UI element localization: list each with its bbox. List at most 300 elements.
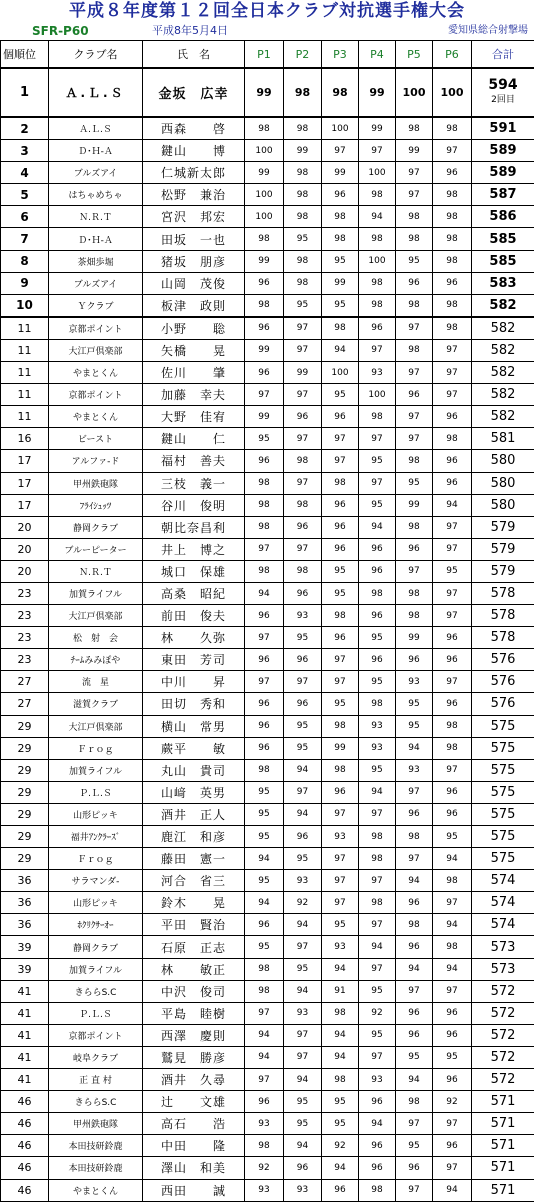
rank-cell: 11 (1, 406, 49, 428)
score-p6-cell: 98 (433, 206, 472, 228)
table-row (1, 362, 534, 384)
total-cell (472, 671, 534, 693)
total-cell (472, 737, 534, 759)
table-row (1, 250, 534, 272)
score-p4-cell: 100 (359, 162, 396, 184)
table-row (1, 715, 534, 737)
table-row (1, 605, 534, 627)
score-p5-cell: 96 (396, 803, 433, 825)
club-cell: 大江戸倶楽部 (49, 339, 143, 361)
club-cell: Ｆｒｏｇ (49, 848, 143, 870)
score-p6-cell: 100 (433, 68, 472, 117)
total-value: 575 (491, 741, 516, 756)
score-p6-cell: 97 (433, 140, 472, 162)
score-p4-cell: 95 (359, 1024, 396, 1046)
page-title: 平成８年度第１２回全日本クラブ対抗選手権大会 (0, 0, 534, 22)
score-p1-cell: 95 (245, 870, 284, 892)
score-p4-cell: 95 (359, 627, 396, 649)
score-p5-cell: 98 (396, 228, 433, 250)
total-value: 585 (489, 232, 516, 247)
rank-cell: 17 (1, 494, 49, 516)
score-p1-cell: 96 (245, 317, 284, 340)
shooter-name-cell: 辻 文雄 (143, 1091, 245, 1113)
rank-cell: 29 (1, 848, 49, 870)
total-value: 571 (491, 1094, 516, 1109)
club-cell: Ａ.Ｌ.Ｓ (49, 68, 143, 117)
club-cell: やまとくん (49, 406, 143, 428)
total-value: 582 (491, 321, 516, 336)
score-p4-cell: 92 (359, 1002, 396, 1024)
score-p2-cell: 92 (284, 892, 322, 914)
score-p4-cell: 95 (359, 450, 396, 472)
score-p2-cell: 96 (284, 649, 322, 671)
table-row (1, 759, 534, 781)
total-value: 583 (489, 276, 516, 291)
total-value: 580 (491, 476, 516, 491)
score-p2-cell: 94 (284, 980, 322, 1002)
rank-cell: 4 (1, 162, 49, 184)
score-p1-cell: 100 (245, 206, 284, 228)
club-cell: ブルーピーター (49, 538, 143, 560)
score-p5-cell: 96 (396, 272, 433, 294)
score-p4-cell: 94 (359, 781, 396, 803)
event-venue: 愛知県総合射撃場 (448, 23, 528, 39)
total-note: 2回目 (472, 93, 534, 108)
table-row (1, 140, 534, 162)
score-p2-cell: 93 (284, 605, 322, 627)
total-cell (472, 605, 534, 627)
score-p3-cell: 93 (322, 826, 359, 848)
score-p6-cell: 96 (433, 450, 472, 472)
total-cell (472, 538, 534, 560)
score-p3-cell: 96 (322, 406, 359, 428)
score-p6-cell: 97 (433, 980, 472, 1002)
score-p4-cell: 98 (359, 848, 396, 870)
club-cell: ﾎｸﾘｸｻｰｵｰ (49, 914, 143, 936)
total-cell (472, 117, 534, 140)
score-p4-cell: 100 (359, 384, 396, 406)
score-p5-cell: 98 (396, 914, 433, 936)
score-p1-cell: 95 (245, 826, 284, 848)
total-cell (472, 317, 534, 340)
score-p4-cell: 97 (359, 914, 396, 936)
rank-cell: 6 (1, 206, 49, 228)
score-p5-cell: 95 (396, 1135, 433, 1157)
col-header-p5: P5 (396, 41, 433, 69)
total-value: 575 (491, 851, 516, 866)
rank-cell: 10 (1, 294, 49, 317)
score-p1-cell: 98 (245, 294, 284, 317)
score-p4-cell: 93 (359, 737, 396, 759)
score-p4-cell: 96 (359, 1091, 396, 1113)
shooter-name-cell: 松野 兼治 (143, 184, 245, 206)
rank-cell: 20 (1, 516, 49, 538)
score-p1-cell: 97 (245, 1069, 284, 1091)
score-p6-cell: 98 (433, 737, 472, 759)
score-p3-cell: 97 (322, 870, 359, 892)
score-p3-cell: 100 (322, 362, 359, 384)
total-value: 572 (491, 1006, 516, 1021)
score-p3-cell: 93 (322, 936, 359, 958)
score-p2-cell: 93 (284, 870, 322, 892)
club-cell: Ｄ･Ｈ-Ａ (49, 228, 143, 250)
rank-cell: 36 (1, 914, 49, 936)
score-p5-cell: 97 (396, 781, 433, 803)
shooter-name-cell: 三枝 義一 (143, 472, 245, 494)
shooter-name-cell: 中川 昇 (143, 671, 245, 693)
score-p5-cell: 99 (396, 494, 433, 516)
rank-cell: 46 (1, 1135, 49, 1157)
rank-cell: 7 (1, 228, 49, 250)
shooter-name-cell: 河合 省三 (143, 870, 245, 892)
rank-cell: 29 (1, 759, 49, 781)
shooter-name-cell: 蕨平 敏 (143, 737, 245, 759)
score-p4-cell: 98 (359, 272, 396, 294)
club-cell: 流 星 (49, 671, 143, 693)
shooter-name-cell: 板津 政則 (143, 294, 245, 317)
score-p2-cell: 97 (284, 428, 322, 450)
total-value: 578 (491, 630, 516, 645)
score-p6-cell: 96 (433, 627, 472, 649)
score-p3-cell: 96 (322, 538, 359, 560)
shooter-name-cell: 林 敏正 (143, 958, 245, 980)
club-cell: Ｎ.Ｒ.Ｔ (49, 206, 143, 228)
table-row (1, 1113, 534, 1135)
score-p3-cell: 99 (322, 737, 359, 759)
table-row (1, 1179, 534, 1201)
score-p5-cell: 97 (396, 1113, 433, 1135)
club-cell: 滋賀クラブ (49, 693, 143, 715)
total-cell (472, 1046, 534, 1068)
score-p1-cell: 99 (245, 68, 284, 117)
total-cell (472, 1135, 534, 1157)
score-p5-cell: 98 (396, 605, 433, 627)
score-p6-cell: 98 (433, 228, 472, 250)
score-p2-cell: 99 (284, 140, 322, 162)
rank-cell: 36 (1, 870, 49, 892)
total-cell (472, 1091, 534, 1113)
col-header-p2: P2 (284, 41, 322, 69)
score-p5-cell: 98 (396, 206, 433, 228)
score-p2-cell: 96 (284, 1157, 322, 1179)
score-p1-cell: 96 (245, 693, 284, 715)
score-p1-cell: 96 (245, 715, 284, 737)
score-p2-cell: 98 (284, 494, 322, 516)
score-p2-cell: 94 (284, 1069, 322, 1091)
total-cell (472, 162, 534, 184)
score-p4-cell: 97 (359, 958, 396, 980)
score-p2-cell: 95 (284, 228, 322, 250)
score-p3-cell: 95 (322, 250, 359, 272)
shooter-name-cell: 鍵山 博 (143, 140, 245, 162)
total-cell (472, 339, 534, 361)
score-p2-cell: 95 (284, 294, 322, 317)
table-row (1, 68, 534, 117)
club-cell: 大江戸倶楽部 (49, 715, 143, 737)
rank-cell: 20 (1, 538, 49, 560)
rank-cell: 11 (1, 317, 49, 340)
col-header-total: 合計 (472, 41, 534, 69)
total-cell (472, 362, 534, 384)
shooter-name-cell: 酒井 久尋 (143, 1069, 245, 1091)
rank-cell: 9 (1, 272, 49, 294)
table-row (1, 560, 534, 582)
score-p5-cell: 96 (396, 892, 433, 914)
score-p3-cell: 97 (322, 671, 359, 693)
shooter-name-cell: 前田 俊夫 (143, 605, 245, 627)
score-p5-cell: 95 (396, 250, 433, 272)
score-p4-cell: 94 (359, 516, 396, 538)
table-row (1, 384, 534, 406)
table-row (1, 649, 534, 671)
score-p5-cell: 94 (396, 958, 433, 980)
score-p1-cell: 100 (245, 140, 284, 162)
score-p2-cell: 97 (284, 936, 322, 958)
table-row (1, 317, 534, 340)
total-cell (472, 1069, 534, 1091)
score-p1-cell: 98 (245, 759, 284, 781)
score-p3-cell: 95 (322, 1091, 359, 1113)
score-p2-cell: 94 (284, 803, 322, 825)
table-row (1, 538, 534, 560)
score-p3-cell: 94 (322, 1157, 359, 1179)
club-cell: 加賀ライフル (49, 958, 143, 980)
score-p6-cell: 96 (433, 162, 472, 184)
score-p1-cell: 95 (245, 803, 284, 825)
total-cell (472, 914, 534, 936)
score-p4-cell: 97 (359, 339, 396, 361)
score-p5-cell: 97 (396, 362, 433, 384)
score-p6-cell: 98 (433, 294, 472, 317)
club-cell: 茶畑歩堀 (49, 250, 143, 272)
shooter-name-cell: 猪坂 朋彦 (143, 250, 245, 272)
score-p1-cell: 94 (245, 582, 284, 604)
shooter-name-cell: 谷川 俊明 (143, 494, 245, 516)
score-p4-cell: 97 (359, 428, 396, 450)
rank-cell: 27 (1, 693, 49, 715)
score-p1-cell: 98 (245, 228, 284, 250)
col-header-p6: P6 (433, 41, 472, 69)
score-p1-cell: 92 (245, 1157, 284, 1179)
col-header-p1: P1 (245, 41, 284, 69)
score-p1-cell: 95 (245, 781, 284, 803)
score-p6-cell: 97 (433, 1113, 472, 1135)
score-p1-cell: 96 (245, 450, 284, 472)
score-p6-cell: 96 (433, 1135, 472, 1157)
score-p6-cell: 98 (433, 715, 472, 737)
score-p6-cell: 98 (433, 870, 472, 892)
score-p2-cell: 97 (284, 538, 322, 560)
score-p3-cell: 94 (322, 1046, 359, 1068)
club-cell: 福井ｱﾝｸﾗｰｽﾞ (49, 826, 143, 848)
table-row (1, 781, 534, 803)
club-cell: 加賀ライフル (49, 582, 143, 604)
total-value: 572 (491, 1072, 516, 1087)
score-p4-cell: 96 (359, 1157, 396, 1179)
score-p2-cell: 98 (284, 206, 322, 228)
score-p4-cell: 98 (359, 582, 396, 604)
score-p6-cell: 97 (433, 759, 472, 781)
score-p4-cell: 98 (359, 228, 396, 250)
total-value: 571 (491, 1116, 516, 1131)
score-p2-cell: 97 (284, 671, 322, 693)
score-p3-cell: 98 (322, 206, 359, 228)
score-p3-cell: 97 (322, 892, 359, 914)
table-row (1, 339, 534, 361)
rank-cell: 23 (1, 605, 49, 627)
score-p5-cell: 98 (396, 516, 433, 538)
score-p5-cell: 98 (396, 117, 433, 140)
score-p4-cell: 98 (359, 406, 396, 428)
total-value: 575 (491, 829, 516, 844)
total-cell (472, 206, 534, 228)
score-p1-cell: 96 (245, 605, 284, 627)
score-p2-cell: 96 (284, 406, 322, 428)
score-p4-cell: 96 (359, 538, 396, 560)
shooter-name-cell: 酒井 正人 (143, 803, 245, 825)
total-value: 580 (491, 453, 516, 468)
total-value: 578 (491, 608, 516, 623)
total-cell (472, 384, 534, 406)
score-p4-cell: 98 (359, 892, 396, 914)
event-date: 平成8年5月4日 (152, 23, 228, 39)
score-p4-cell: 94 (359, 206, 396, 228)
table-row (1, 1046, 534, 1068)
score-p3-cell: 95 (322, 294, 359, 317)
table-row (1, 494, 534, 516)
total-cell (472, 781, 534, 803)
score-p1-cell: 98 (245, 980, 284, 1002)
score-p2-cell: 95 (284, 737, 322, 759)
shooter-name-cell: 西澤 慶則 (143, 1024, 245, 1046)
rank-cell: 41 (1, 1002, 49, 1024)
score-p5-cell: 97 (396, 980, 433, 1002)
total-value: 579 (491, 564, 516, 579)
total-value: 575 (491, 719, 516, 734)
score-p2-cell: 95 (284, 1091, 322, 1113)
score-p6-cell: 98 (433, 184, 472, 206)
total-cell (472, 450, 534, 472)
total-value: 573 (491, 940, 516, 955)
total-cell (472, 428, 534, 450)
total-cell (472, 870, 534, 892)
score-p3-cell: 95 (322, 560, 359, 582)
table-row (1, 516, 534, 538)
club-cell: 静岡クラブ (49, 936, 143, 958)
table-row (1, 737, 534, 759)
score-p3-cell: 95 (322, 693, 359, 715)
score-p4-cell: 98 (359, 826, 396, 848)
score-p4-cell: 96 (359, 317, 396, 340)
score-p1-cell: 99 (245, 406, 284, 428)
shooter-name-cell: 鷲見 勝彦 (143, 1046, 245, 1068)
club-cell: ビースト (49, 428, 143, 450)
table-row (1, 272, 534, 294)
score-p5-cell: 95 (396, 472, 433, 494)
score-p2-cell: 93 (284, 1002, 322, 1024)
score-p2-cell: 95 (284, 715, 322, 737)
score-p3-cell: 96 (322, 627, 359, 649)
score-p1-cell: 94 (245, 848, 284, 870)
score-p6-cell: 94 (433, 848, 472, 870)
score-p3-cell: 97 (322, 450, 359, 472)
score-p2-cell: 97 (284, 317, 322, 340)
club-cell: 加賀ライフル (49, 759, 143, 781)
club-cell: ブルズアイ (49, 162, 143, 184)
score-p3-cell: 95 (322, 582, 359, 604)
score-p1-cell: 97 (245, 384, 284, 406)
score-p2-cell: 98 (284, 450, 322, 472)
club-cell: 甲州鉄砲隊 (49, 1113, 143, 1135)
score-p5-cell: 96 (396, 649, 433, 671)
score-p1-cell: 98 (245, 117, 284, 140)
total-value: 576 (491, 652, 516, 667)
score-p6-cell: 95 (433, 826, 472, 848)
total-cell (472, 494, 534, 516)
score-p6-cell: 96 (433, 1002, 472, 1024)
club-cell: 正 直 村 (49, 1069, 143, 1091)
score-p6-cell: 96 (433, 781, 472, 803)
total-cell (472, 294, 534, 317)
rank-cell: 16 (1, 428, 49, 450)
score-p6-cell: 94 (433, 958, 472, 980)
total-value: 582 (491, 409, 516, 424)
score-p5-cell: 98 (396, 826, 433, 848)
rank-cell: 8 (1, 250, 49, 272)
score-p3-cell: 97 (322, 140, 359, 162)
score-p6-cell: 92 (433, 1091, 472, 1113)
table-row (1, 826, 534, 848)
total-cell (472, 68, 534, 117)
shooter-name-cell: 小野 聡 (143, 317, 245, 340)
club-cell: Ａ.Ｌ.Ｓ (49, 117, 143, 140)
score-p4-cell: 97 (359, 870, 396, 892)
table-row (1, 206, 534, 228)
shooter-name-cell: 大野 佳宥 (143, 406, 245, 428)
score-p6-cell: 94 (433, 914, 472, 936)
score-p5-cell: 93 (396, 759, 433, 781)
shooter-name-cell: 田切 秀和 (143, 693, 245, 715)
score-p6-cell: 98 (433, 250, 472, 272)
total-cell (472, 228, 534, 250)
table-row (1, 1069, 534, 1091)
shooter-name-cell: 山岡 茂俊 (143, 272, 245, 294)
shooter-name-cell: 金坂 広幸 (143, 68, 245, 117)
score-p2-cell: 94 (284, 1135, 322, 1157)
shooter-name-cell: 井上 博之 (143, 538, 245, 560)
club-cell: 大江戸倶楽部 (49, 605, 143, 627)
score-p1-cell: 98 (245, 958, 284, 980)
col-header-p4: P4 (359, 41, 396, 69)
table-row (1, 914, 534, 936)
score-p3-cell: 96 (322, 184, 359, 206)
club-cell: 山形ピッキ (49, 803, 143, 825)
club-cell: 岐阜クラブ (49, 1046, 143, 1068)
total-cell (472, 759, 534, 781)
shooter-name-cell: 中沢 俊司 (143, 980, 245, 1002)
shooter-name-cell: 鹿江 和彦 (143, 826, 245, 848)
score-p5-cell: 99 (396, 627, 433, 649)
club-cell: Ｐ.Ｌ.Ｓ (49, 1002, 143, 1024)
score-p6-cell: 98 (433, 317, 472, 340)
score-p3-cell: 99 (322, 162, 359, 184)
total-value: 582 (491, 343, 516, 358)
total-value: 573 (491, 962, 516, 977)
score-p5-cell: 95 (396, 715, 433, 737)
total-value: 575 (491, 807, 516, 822)
score-p6-cell: 95 (433, 1046, 472, 1068)
score-p4-cell: 98 (359, 1179, 396, 1201)
